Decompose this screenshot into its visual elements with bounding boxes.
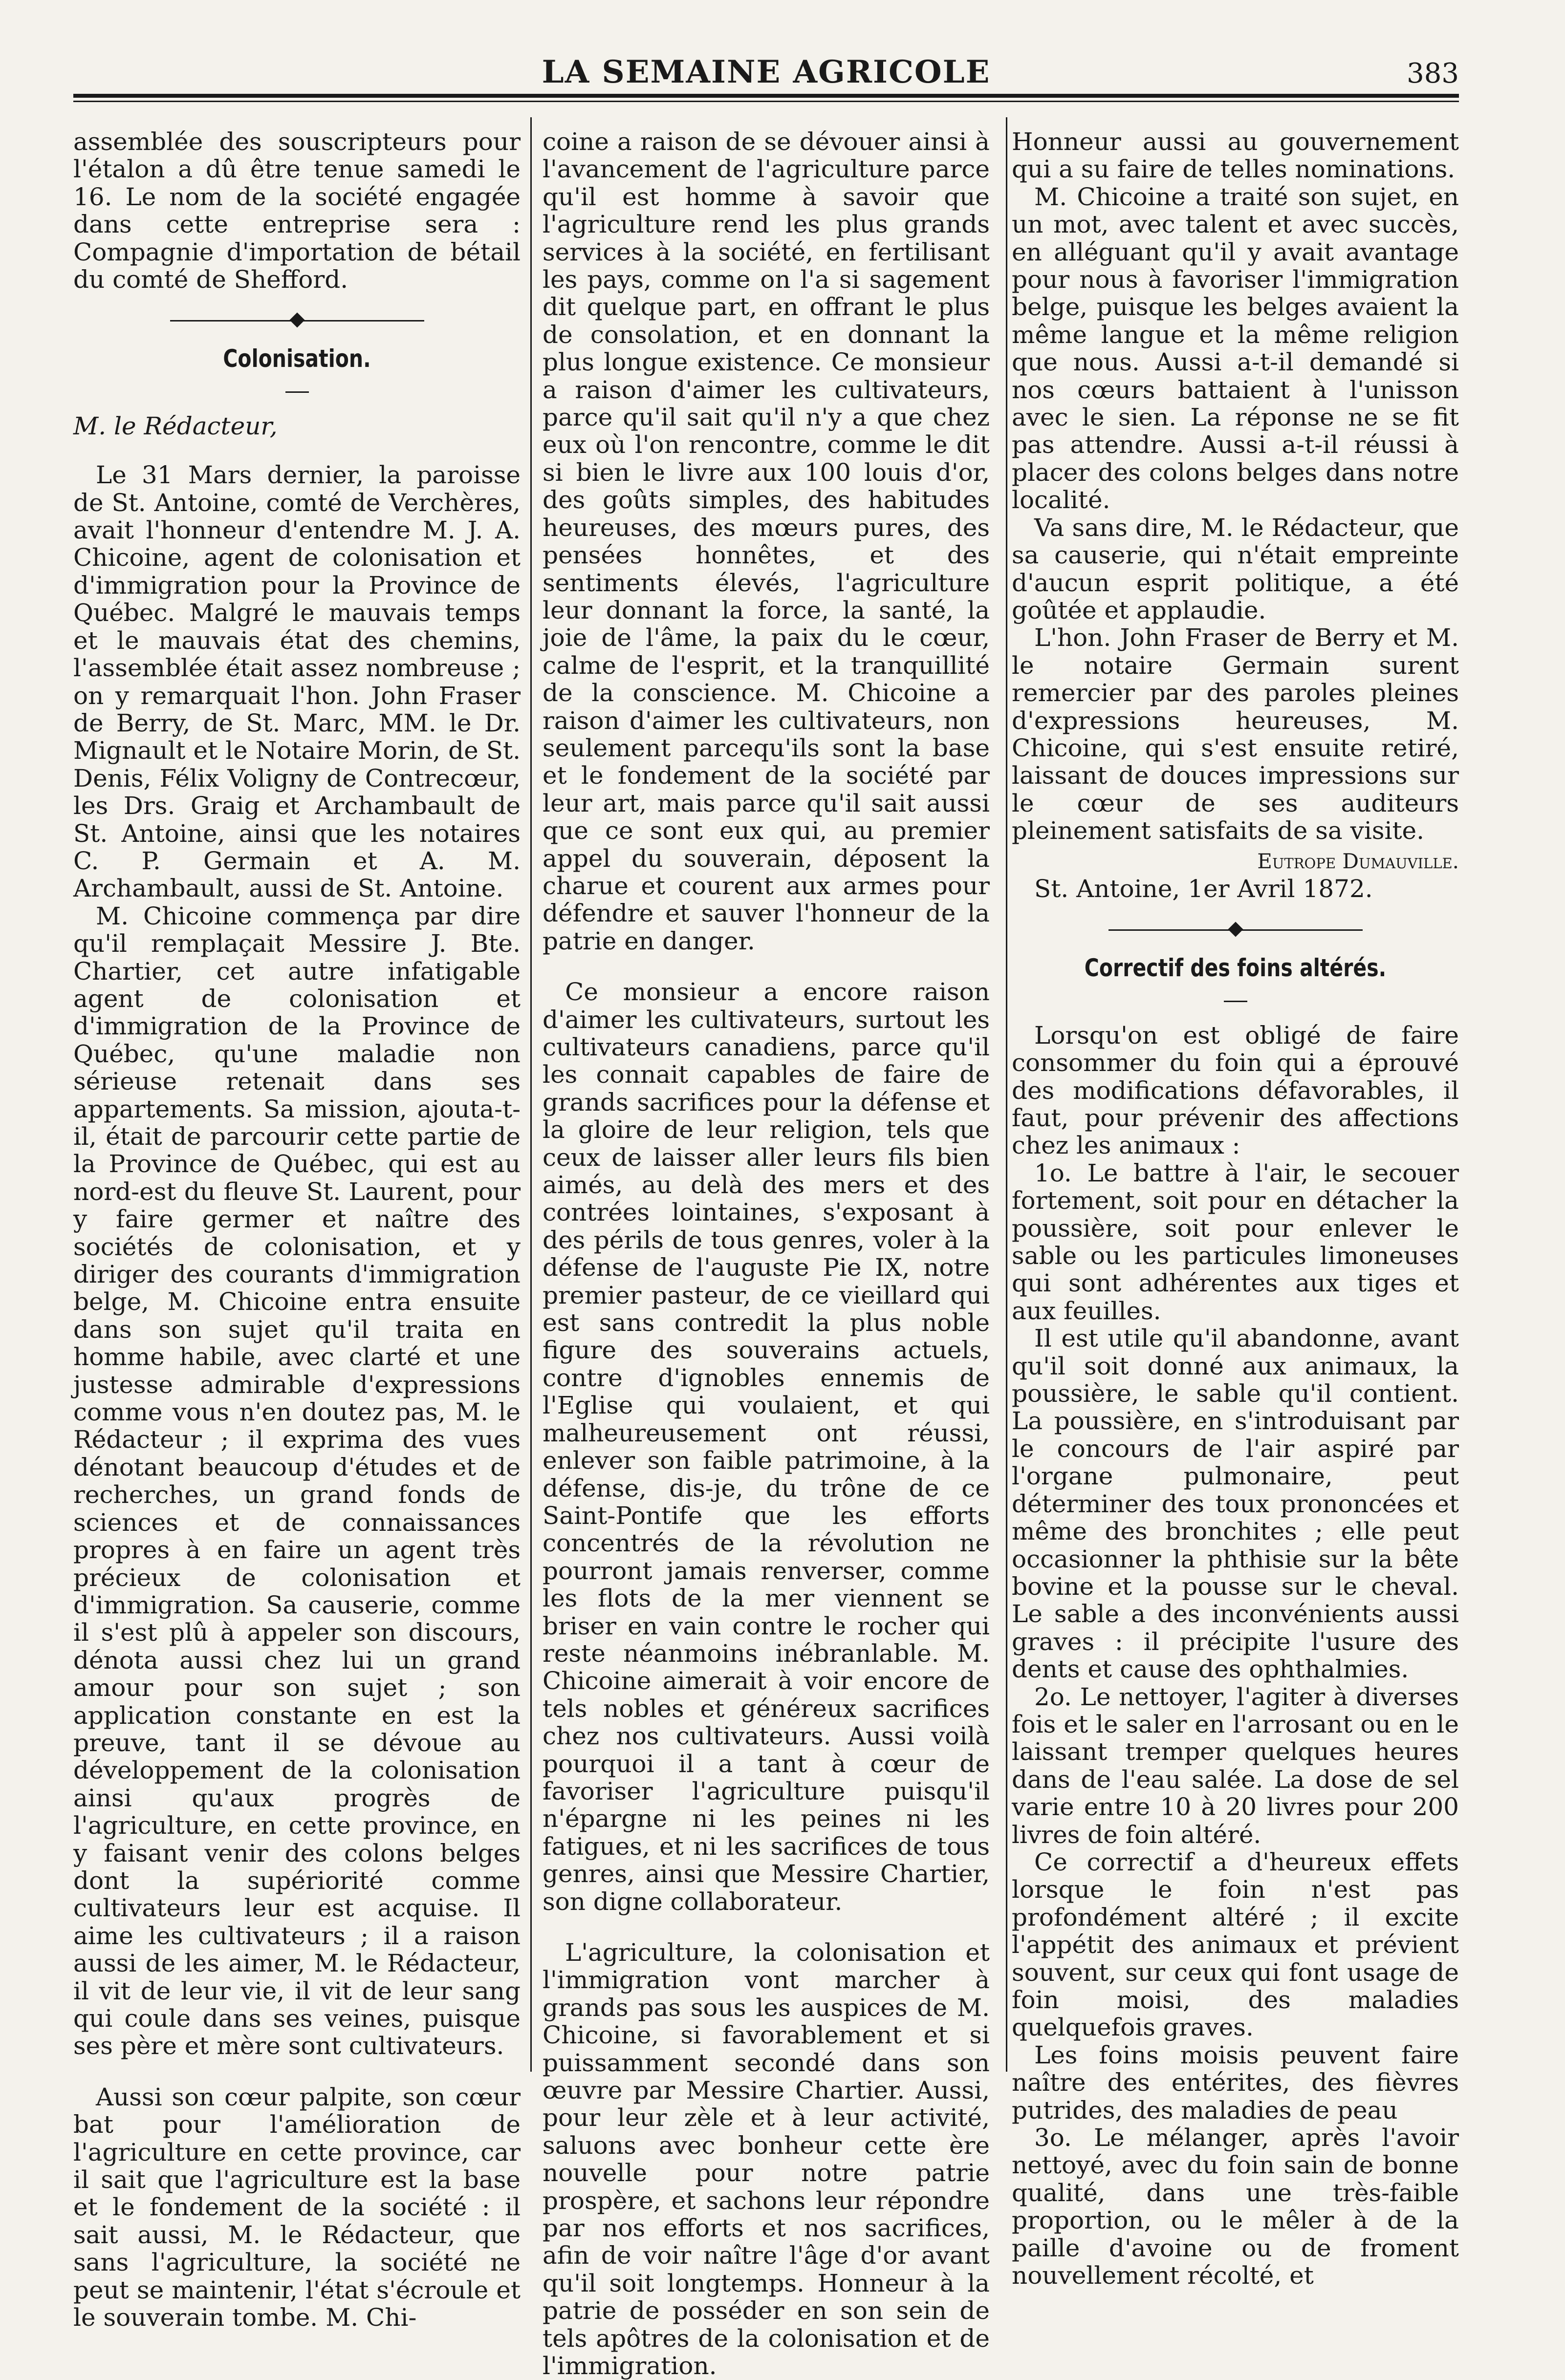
paragraph: Le 31 Mars dernier, la paroisse de St. Antoine, comté de Verchères, avait l'honneur d'entendre M. J. A. Chicoine, agent de colonisation et d'immigration pour la Province de Québec. Malgré le mauvais temps et le mauvais état des chemins, l'assemblée était assez nombreuse ; on y remarquait l'hon. John Fraser de Berry, de St. Marc, MM. le Dr. Mignault et le Notaire Morin, de St. Denis, Félix Voligny de Contrecœur, les Drs. Graig et Archambault de St. Antoine, ainsi que les notaires C. P. Germain et A. M. Archambault, aussi de St. Antoine. bbox=[73, 461, 521, 903]
paragraph: Il est utile qu'il abandonne, avant qu'il soit donné aux animaux, la poussière, le sable qu'il contient. La poussière, en s'introduisant par le concours de l'air aspiré par l'organe pulmonaire, peut déterminer des toux prononcées et même des bronchites ; elle peut occasionner la phthisie sur la bête bovine et la pousse sur le cheval. Le sable a des inconvénients aussi graves : il précipite l'usure des dents et cause des ophthalmies. bbox=[1012, 1324, 1459, 1684]
column-3 bbox=[1012, 128, 1459, 2290]
ornament-icon bbox=[289, 313, 304, 328]
paragraph: 1o. Le battre à l'air, le secouer fortement, soit pour en détacher la poussière, soit pour enlever le sable ou les particules limoneuses qui sont adhérentes aux tiges et aux feuilles. bbox=[1012, 1158, 1459, 1325]
page-header bbox=[73, 54, 1459, 98]
paragraph: M. Chicoine commença par dire qu'il remplaçait Messire J. Bte. Chartier, cet autre infatigable agent de colonisation et d'immigration de la Province de Québec, qu'une maladie non sérieuse retenait dans ses appartements. Sa mission, ajouta-t-il, était de parcourir cette partie de la Province de Québec, qui est au nord-est du fleuve St. Laurent, pour y faire germer et naître des sociétés de colonisation, et y diriger des courants d'immigration belge, M. Chicoine entra ensuite dans son sujet qu'il traita en homme habile, avec clarté et une justesse admirable d'expressions comme vous n'en doutez pas, M. le Rédacteur ; il exprima des vues dénotant beaucoup d'études et de recherches, un grand fonds de sciences et de connaissances propres à en faire un agent très précieux de colonisation et d'immigration. Sa causerie, comme il s'est plû à appeler son discours, dénota aussi chez lui un grand amour pour son sujet ; son application constante en est la preuve, tant il se dévoue au développement de la colonisation ainsi qu'aux progrès de l'agriculture, en cette province, en y faisant venir des colons belges dont la supériorité comme cultivateurs leur est acquise. Il aime les cultivateurs ; il a raison aussi de les aimer, M. le Rédacteur, il vit de leur vie, il vit de leur sang qui coule dans ses veines, puisque ses père et mère sont cultivateurs. bbox=[73, 901, 521, 2060]
heading-dash bbox=[1224, 1001, 1247, 1002]
column-2 bbox=[543, 128, 990, 2380]
paragraph: Honneur aussi au gouvernement qui a su faire de telles nominations. bbox=[1012, 128, 1459, 184]
salutation: M. le Rédacteur, bbox=[73, 411, 278, 440]
ornament-icon bbox=[1228, 922, 1243, 937]
header-rule-thin bbox=[73, 101, 1459, 102]
dateline: St. Antoine, 1er Avril 1872. bbox=[1034, 874, 1373, 903]
column-rule-1 bbox=[530, 117, 532, 2072]
paragraph: L'hon. John Fraser de Berry et M. le notaire Germain surent remercier par des paroles pleines d'expressions heureuses, M. Chicoine, qui s'est ensuite retiré, laissant de douces impressions sur le cœur de ses auditeurs pleinement satisfaits de sa visite. bbox=[1012, 623, 1459, 845]
paragraph: Aussi son cœur palpite, son cœur bat pour l'amélioration de l'agriculture en cette province, car il sait que l'agriculture est la base et le fondement de la société : il sait aussi, M. le Rédacteur, que sans l'agriculture, la société ne peut se maintenir, l'état s'écroule et le souverain tombe. M. Chi- bbox=[73, 2082, 521, 2332]
paragraph: Les foins moisis peuvent faire naître des entérites, des fièvres putrides, des maladies de peau bbox=[1012, 2040, 1459, 2124]
column-1 bbox=[73, 128, 521, 2332]
header-rule-thick bbox=[73, 94, 1459, 98]
journal-title: LA SEMAINE AGRICOLE bbox=[542, 54, 991, 90]
paragraph: Ce correctif a d'heureux effets lorsque le foin n'est pas profondément altéré ; il excite l'appétit des animaux et prévient souvent, sur ceux qui font usage de foin moisi, des maladies quelquefois graves. bbox=[1012, 1847, 1459, 2042]
signature: Eutrope Dumauville. bbox=[1257, 849, 1459, 873]
page-number: 383 bbox=[1407, 58, 1459, 89]
paragraph: Ce monsieur a encore raison d'aimer les cultivateurs, surtout les cultivateurs canadiens, parce qu'il les connait capables de faire de grands sacrifices pour la défense et la gloire de leur religion, tels que ceux de laisser aller leurs fils bien aimés, au delà des mers et des contrées lointaines, s'exposant à des périls de tous genres, voler à la défense de l'auguste Pie IX, notre premier pasteur, de ce vieillard qui est sans contredit la plus noble figure des souverains actuels, contre d'ignobles ennemis de l'Eglise qui voulaient, et qui malheureusement ont réussi, enlever son faible patrimoine, à la défense, dis-je, du trône de ce Saint-Pontife que les efforts concentrés de la révolution ne pourront jamais renverser, comme les flots de la mer viennent se briser en vain contre le rocher qui reste néanmoins inébranlable. M. Chicoine aimerait à voir encore de tels nobles et généreux sacrifices chez nos cultivateurs. Aussi voilà pourquoi il a tant à cœur de favoriser l'agriculture puisqu'il n'épargne ni les peines ni les fatigues, et ni les sacrifices de tous genres, ainsi que Messire Chartier, son digne collaborateur. bbox=[543, 978, 990, 1916]
paragraph: Va sans dire, M. le Rédacteur, que sa causerie, qui n'était empreinte d'aucun esprit politique, a été goûtée et applaudie. bbox=[1012, 513, 1459, 624]
article-heading: Correctif des foins altérés. bbox=[1084, 954, 1387, 983]
paragraph: coine a raison de se dévouer ainsi à l'avancement de l'agriculture parce qu'il est homme à savoir que l'agriculture rend les plus grands services à la société, en fertilisant les pays, comme on l'a si sagement dit quelque part, en offrant le plus de consolation, et en donnant la plus longue existence. Ce monsieur a raison d'aimer les cultivateurs, parce qu'il sait qu'il n'y a que chez eux où l'on rencontre, comme le dit si bien le livre aux 100 louis d'or, des goûts simples, des habitudes heureuses, des mœurs pures, des pensées honnêtes, et des sentiments élevés, l'agriculture leur donnant la force, la santé, la joie de l'âme, la paix du le cœur, calme de l'esprit, et la tranquillité de la conscience. M. Chicoine a raison d'aimer les cultivateurs, non seulement parcequ'ils sont la base et le fondement de la société par leur art, mais parce qu'il sait aussi que ce sont eux qui, au premier appel du souverain, déposent la charue et courent aux armes pour défendre et sauver l'honneur de la patrie en danger. bbox=[543, 128, 990, 955]
paragraph: M. Chicoine a traité son sujet, en un mot, avec talent et avec succès, en alléguant qu'il y avait avantage pour nous à favoriser l'immigration belge, puisque les belges avaient la même langue et la même religion que nous. Aussi a-t-il demandé si nos cœurs battaient à l'unisson avec le sien. La réponse ne se fit pas attendre. Aussi a-t-il réussi à placer des colons belges dans notre localité. bbox=[1012, 182, 1459, 515]
section-divider bbox=[1109, 920, 1363, 940]
section-divider bbox=[170, 311, 424, 330]
paragraph: Lorsqu'on est obligé de faire consommer du foin qui a éprouvé des modifications défavorables, il faut, pour prévenir des affections chez les animaux : bbox=[1012, 1021, 1459, 1160]
article-heading: Colonisation. bbox=[223, 344, 371, 373]
paragraph: 2o. Le nettoyer, l'agiter à diverses fois et le saler en l'arrosant ou en le laissant tremper quelques heures dans de l'eau salée. La dose de sel varie entre 10 à 20 livres pour 200 livres de foin altéré. bbox=[1012, 1682, 1459, 1849]
paragraph: 3o. Le mélanger, après l'avoir nettoyé, avec du foin sain de bonne qualité, dans une très-faible proportion, ou le mêler à de la paille d'avoine ou de froment nouvellement récolté, et bbox=[1012, 2123, 1459, 2290]
column-rule-2 bbox=[1006, 117, 1007, 2072]
heading-dash bbox=[285, 391, 309, 393]
paragraph: assemblée des souscripteurs pour l'étalon a dû être tenue samedi le 16. Le nom de la société engagée dans cette entreprise sera : Compagnie d'importation de bétail du comté de Shefford. bbox=[73, 128, 521, 294]
paragraph: L'agriculture, la colonisation et l'immigration vont marcher à grands pas sous les auspices de M. Chicoine, si favorablement et si puissamment secondé dans son œuvre par Messire Chartier. Aussi, pour leur zèle et à leur activité, saluons avec bonheur cette ère nouvelle pour notre patrie prospère, et sachons leur répondre par nos efforts et nos sacrifices, afin de voir naître l'âge d'or avant qu'il soit longtemps. Honneur à la patrie de posséder en son sein de tels apôtres de la colonisation et de l'immigration. bbox=[543, 1938, 990, 2380]
